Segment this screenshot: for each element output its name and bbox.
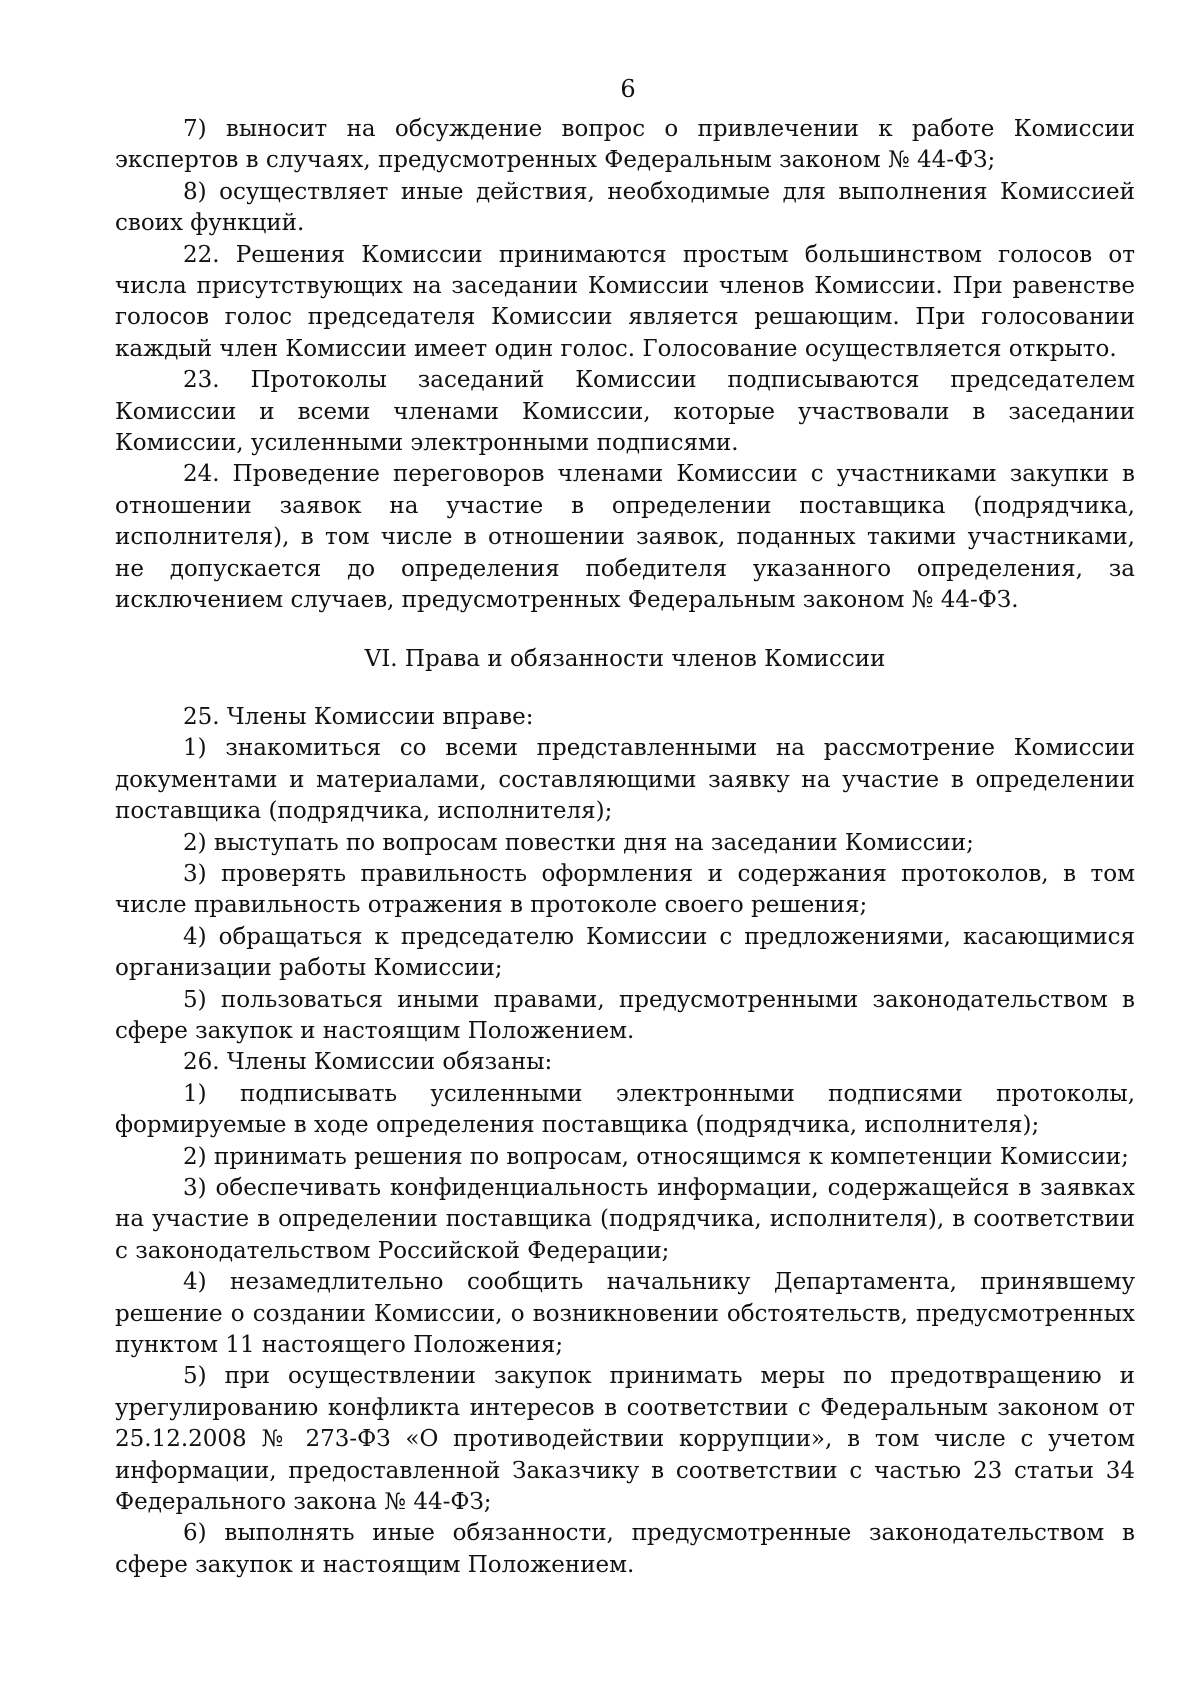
clause-24: 24. Проведение переговоров членами Комиссии с участниками закупки в отношении заявок на участие в определении поставщика (подрядчика, исполнителя), в том числе в отношении заявок, поданных такими участниками, не допускается до определения победителя указанного определения, за исключением случаев, предусмотренных Федеральным законом № 44-ФЗ. xyxy=(115,461,1135,614)
clause-25-item-3: 3) проверять правильность оформления и содержания протоколов, в том числе правильность отражения в протоколе своего решения; xyxy=(115,860,1135,919)
clause-25-item-4: 4) обращаться к председателю Комиссии с предложениями, касающимися организации работы Комиссии; xyxy=(115,923,1135,982)
clause-8: 8) осуществляет иные действия, необходимые для выполнения Комиссией своих функций. xyxy=(115,178,1135,237)
clause-7: 7) выносит на обсуждение вопрос о привлечении к работе Комиссии экспертов в случаях, предусмотренных Федеральным законом № 44-ФЗ; xyxy=(115,116,1135,174)
clause-26: 26. Члены Комиссии обязаны: xyxy=(183,1049,553,1076)
section-heading: VI. Права и обязанности членов Комиссии xyxy=(364,645,886,672)
clause-26-item-5: 5) при осуществлении закупок принимать меры по предотвращению и урегулированию конфликта интересов в соответствии с Федеральным законом от 25.12.2008 № 273-ФЗ «О противодействии коррупции», в том числе с учетом информации, предоставленной Заказчику в соответствии с частью 23 статьи 34 Федерального закона № 44-ФЗ; xyxy=(115,1363,1135,1516)
clause-25-item-2: 2) выступать по вопросам повестки дня на заседании Комиссии; xyxy=(183,829,974,856)
clause-26-item-4: 4) незамедлительно сообщить начальнику Департамента, принявшему решение о создании Комиссии, о возникновении обстоятельств, предусмотренных пунктом 11 настоящего Положения; xyxy=(115,1269,1135,1359)
clause-25-item-1: 1) знакомиться со всеми представленными на рассмотрение Комиссии документами и материалами, составляющими заявку на участие в определении поставщика (подрядчика, исполнителя); xyxy=(115,735,1135,825)
page-number: 6 xyxy=(620,75,636,103)
document-page xyxy=(115,74,1135,1581)
clause-25-item-5: 5) пользоваться иными правами, предусмотренными законодательством в сфере закупок и настоящим Положением. xyxy=(115,986,1135,1044)
clause-26-item-2: 2) принимать решения по вопросам, относящимся к компетенции Комиссии; xyxy=(183,1143,1129,1170)
clause-22: 22. Решения Комиссии принимаются простым большинством голосов от числа присутствующих на заседании Комиссии членов Комиссии. При равенстве голосов голос председателя Комиссии является решающим. При голосовании каждый член Комиссии имеет один голос. Голосование осуществляется открыто. xyxy=(115,241,1135,362)
clause-25: 25. Члены Комиссии вправе: xyxy=(183,703,534,730)
clause-26-item-6: 6) выполнять иные обязанности, предусмотренные законодательством в сфере закупок и настоящим Положением. xyxy=(115,1520,1135,1578)
clause-26-item-1: 1) подписывать усиленными электронными подписями протоколы, формируемые в ходе определения поставщика (подрядчика, исполнителя); xyxy=(115,1080,1135,1139)
clause-26-item-3: 3) обеспечивать конфиденциальность информации, содержащейся в заявках на участие в определении поставщика (подрядчика, исполнителя), в соответствии с законодательством Российской Федерации; xyxy=(115,1175,1135,1264)
clause-23: 23. Протоколы заседаний Комиссии подписываются председателем Комиссии и всеми членами Комиссии, которые участвовали в заседании Комиссии, усиленными электронными подписями. xyxy=(115,367,1135,457)
